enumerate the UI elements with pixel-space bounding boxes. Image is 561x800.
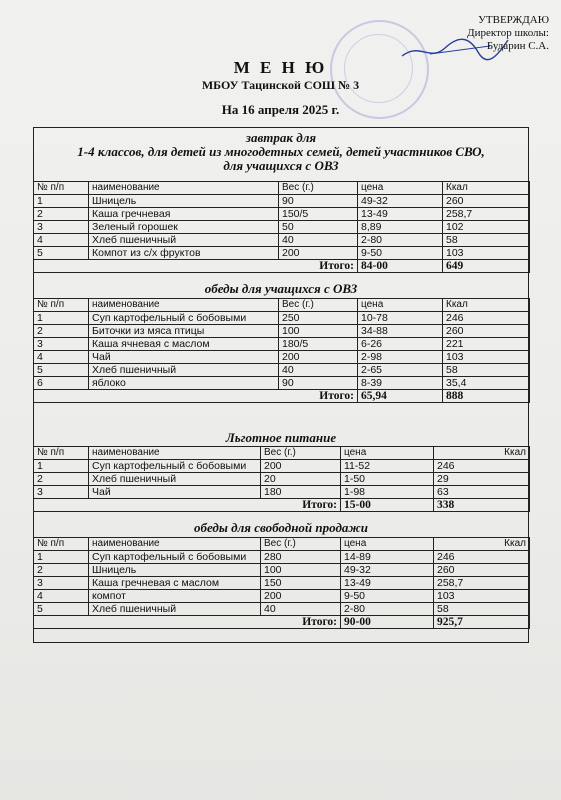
dish-kcal: 35,4 — [443, 377, 530, 390]
col-price-header: цена — [341, 447, 434, 460]
dish-kcal: 260 — [434, 564, 530, 577]
col-name-header: наименование — [89, 538, 261, 551]
approval-block — [467, 14, 549, 53]
dish-kcal: 246 — [434, 460, 530, 473]
dish-price: 8-39 — [358, 377, 443, 390]
row-number: 1 — [34, 551, 89, 564]
col-weight-header: Вес (г.) — [261, 447, 341, 460]
dish-price: 9-50 — [358, 247, 443, 260]
total-row — [34, 260, 530, 273]
dish-kcal: 63 — [434, 486, 530, 499]
row-number: 1 — [34, 460, 89, 473]
total-row — [34, 390, 530, 403]
section-free-sale-title — [33, 521, 529, 535]
table-row — [34, 325, 530, 338]
dish-name: яблоко — [89, 377, 279, 390]
col-price-header: цена — [341, 538, 434, 551]
dish-name: Каша гречневая с маслом — [89, 577, 261, 590]
total-price: 65,94 — [358, 390, 443, 403]
dish-name: Хлеб пшеничный — [89, 364, 279, 377]
dish-kcal: 58 — [434, 603, 530, 616]
col-kcal-header: Ккал — [434, 447, 530, 460]
dish-kcal: 260 — [443, 325, 530, 338]
dish-kcal: 246 — [434, 551, 530, 564]
director-title: Директор школы: — [467, 27, 549, 39]
dish-weight: 200 — [279, 247, 358, 260]
table-row — [34, 234, 530, 247]
dish-weight: 90 — [279, 377, 358, 390]
free-sale-table — [33, 537, 530, 629]
row-number: 3 — [34, 221, 89, 234]
row-number: 2 — [34, 208, 89, 221]
col-name-header: наименование — [89, 447, 261, 460]
dish-weight: 280 — [261, 551, 341, 564]
dish-name: Зеленый горошек — [89, 221, 279, 234]
dish-price: 11-52 — [341, 460, 434, 473]
section-breakfast-title — [33, 131, 529, 173]
table-row — [34, 312, 530, 325]
dish-name: Шницель — [89, 564, 261, 577]
breakfast-table — [33, 181, 530, 273]
col-kcal-header: Ккал — [434, 538, 530, 551]
col-price-header: цена — [358, 299, 443, 312]
col-name-header: наименование — [89, 182, 279, 195]
col-number-header: № п/п — [34, 538, 89, 551]
dish-price: 1-50 — [341, 473, 434, 486]
table-row — [34, 473, 530, 486]
col-weight-header: Вес (г.) — [261, 538, 341, 551]
total-kcal: 925,7 — [434, 616, 530, 629]
dish-name: Компот из с/х фруктов — [89, 247, 279, 260]
table-row — [34, 377, 530, 390]
table-row — [34, 221, 530, 234]
dish-weight: 40 — [261, 603, 341, 616]
total-kcal: 649 — [443, 260, 530, 273]
table-header-row — [34, 182, 530, 195]
dish-weight: 40 — [279, 234, 358, 247]
col-name-header: наименование — [89, 299, 279, 312]
row-number: 5 — [34, 603, 89, 616]
row-number: 5 — [34, 247, 89, 260]
dish-name: Суп картофельный с бобовыми — [89, 312, 279, 325]
dish-price: 13-49 — [341, 577, 434, 590]
ovz-lunch-table — [33, 298, 530, 403]
section-benefit-title — [33, 431, 529, 445]
dish-name: Чай — [89, 351, 279, 364]
section-title-line: завтрак для — [245, 130, 317, 145]
row-number: 3 — [34, 486, 89, 499]
menu-title: М Е Н Ю — [233, 58, 328, 77]
dish-name: Чай — [89, 486, 261, 499]
total-row — [34, 616, 530, 629]
total-price: 84-00 — [358, 260, 443, 273]
dish-weight: 100 — [279, 325, 358, 338]
dish-kcal: 58 — [443, 364, 530, 377]
dish-kcal: 29 — [434, 473, 530, 486]
dish-kcal: 102 — [443, 221, 530, 234]
dish-weight: 150 — [261, 577, 341, 590]
table-row — [34, 577, 530, 590]
dish-name: Хлеб пшеничный — [89, 603, 261, 616]
table-row — [34, 338, 530, 351]
table-row — [34, 590, 530, 603]
total-kcal: 888 — [443, 390, 530, 403]
row-number: 4 — [34, 590, 89, 603]
row-number: 5 — [34, 364, 89, 377]
col-kcal-header: Ккал — [443, 299, 530, 312]
dish-price: 1-98 — [341, 486, 434, 499]
school-name: МБОУ Тацинской СОШ № 3 — [201, 78, 360, 92]
col-number-header: № п/п — [34, 447, 89, 460]
dish-weight: 150/5 — [279, 208, 358, 221]
dish-price: 34-88 — [358, 325, 443, 338]
table-header-row — [34, 538, 530, 551]
row-number: 2 — [34, 564, 89, 577]
dish-price: 2-80 — [341, 603, 434, 616]
dish-price: 2-80 — [358, 234, 443, 247]
total-label: Итого: — [34, 499, 341, 512]
row-number: 3 — [34, 577, 89, 590]
dish-name: Суп картофельный с бобовыми — [89, 551, 261, 564]
dish-weight: 250 — [279, 312, 358, 325]
total-price: 90-00 — [341, 616, 434, 629]
dish-name: Каша ячневая с маслом — [89, 338, 279, 351]
section-title-line: для учащихся с ОВЗ — [223, 158, 339, 173]
dish-weight: 90 — [279, 195, 358, 208]
dish-weight: 180/5 — [279, 338, 358, 351]
table-row — [34, 564, 530, 577]
row-number: 4 — [34, 351, 89, 364]
dish-price: 14-89 — [341, 551, 434, 564]
dish-kcal: 221 — [443, 338, 530, 351]
dish-weight: 20 — [261, 473, 341, 486]
dish-price: 2-98 — [358, 351, 443, 364]
dish-kcal: 58 — [443, 234, 530, 247]
dish-kcal: 103 — [434, 590, 530, 603]
row-number: 1 — [34, 312, 89, 325]
dish-weight: 200 — [261, 460, 341, 473]
section-ovz-lunch-title — [33, 282, 529, 296]
total-price: 15-00 — [341, 499, 434, 512]
section-title-line: Льготное питание — [225, 430, 337, 445]
row-number: 4 — [34, 234, 89, 247]
dish-price: 9-50 — [341, 590, 434, 603]
col-weight-header: Вес (г.) — [279, 182, 358, 195]
table-header-row — [34, 447, 530, 460]
row-number: 3 — [34, 338, 89, 351]
dish-weight: 200 — [261, 590, 341, 603]
total-label: Итого: — [34, 390, 358, 403]
dish-kcal: 260 — [443, 195, 530, 208]
table-row — [34, 208, 530, 221]
dish-price: 6-26 — [358, 338, 443, 351]
dish-name: Шницель — [89, 195, 279, 208]
dish-weight: 180 — [261, 486, 341, 499]
col-weight-header: Вес (г.) — [279, 299, 358, 312]
dish-price: 49-32 — [341, 564, 434, 577]
dish-kcal: 246 — [443, 312, 530, 325]
row-number: 2 — [34, 325, 89, 338]
dish-name: компот — [89, 590, 261, 603]
col-number-header: № п/п — [34, 182, 89, 195]
dish-name: Хлеб пшеничный — [89, 473, 261, 486]
col-price-header: цена — [358, 182, 443, 195]
dish-kcal: 258,7 — [434, 577, 530, 590]
dish-kcal: 258,7 — [443, 208, 530, 221]
table-row — [34, 247, 530, 260]
dish-kcal: 103 — [443, 351, 530, 364]
dish-price: 2-65 — [358, 364, 443, 377]
approve-label: УТВЕРЖДАЮ — [478, 14, 549, 26]
dish-price: 10-78 — [358, 312, 443, 325]
menu-date: На 16 апреля 2025 г. — [221, 102, 340, 117]
section-title-line: 1-4 классов, для детей из многодетных семей, детей участников СВО, — [77, 144, 485, 159]
table-header-row — [34, 299, 530, 312]
total-kcal: 338 — [434, 499, 530, 512]
benefit-table — [33, 446, 530, 512]
total-row — [34, 499, 530, 512]
table-row — [34, 551, 530, 564]
dish-name: Каша гречневая — [89, 208, 279, 221]
dish-weight: 200 — [279, 351, 358, 364]
dish-weight: 50 — [279, 221, 358, 234]
dish-price: 49-32 — [358, 195, 443, 208]
row-number: 6 — [34, 377, 89, 390]
dish-weight: 40 — [279, 364, 358, 377]
row-number: 1 — [34, 195, 89, 208]
dish-name: Суп картофельный с бобовыми — [89, 460, 261, 473]
table-row — [34, 364, 530, 377]
row-number: 2 — [34, 473, 89, 486]
section-title-line: обеды для учащихся с ОВЗ — [204, 281, 358, 296]
dish-name: Хлеб пшеничный — [89, 234, 279, 247]
dish-kcal: 103 — [443, 247, 530, 260]
dish-price: 13-49 — [358, 208, 443, 221]
col-number-header: № п/п — [34, 299, 89, 312]
dish-price: 8,89 — [358, 221, 443, 234]
table-row — [34, 351, 530, 364]
total-label: Итого: — [34, 616, 341, 629]
dish-name: Биточки из мяса птицы — [89, 325, 279, 338]
table-row — [34, 486, 530, 499]
table-row — [34, 603, 530, 616]
table-row — [34, 195, 530, 208]
total-label: Итого: — [34, 260, 358, 273]
table-row — [34, 460, 530, 473]
director-name: Бударин С.А. — [486, 40, 549, 52]
dish-weight: 100 — [261, 564, 341, 577]
col-kcal-header: Ккал — [443, 182, 530, 195]
section-title-line: обеды для свободной продажи — [193, 520, 369, 535]
